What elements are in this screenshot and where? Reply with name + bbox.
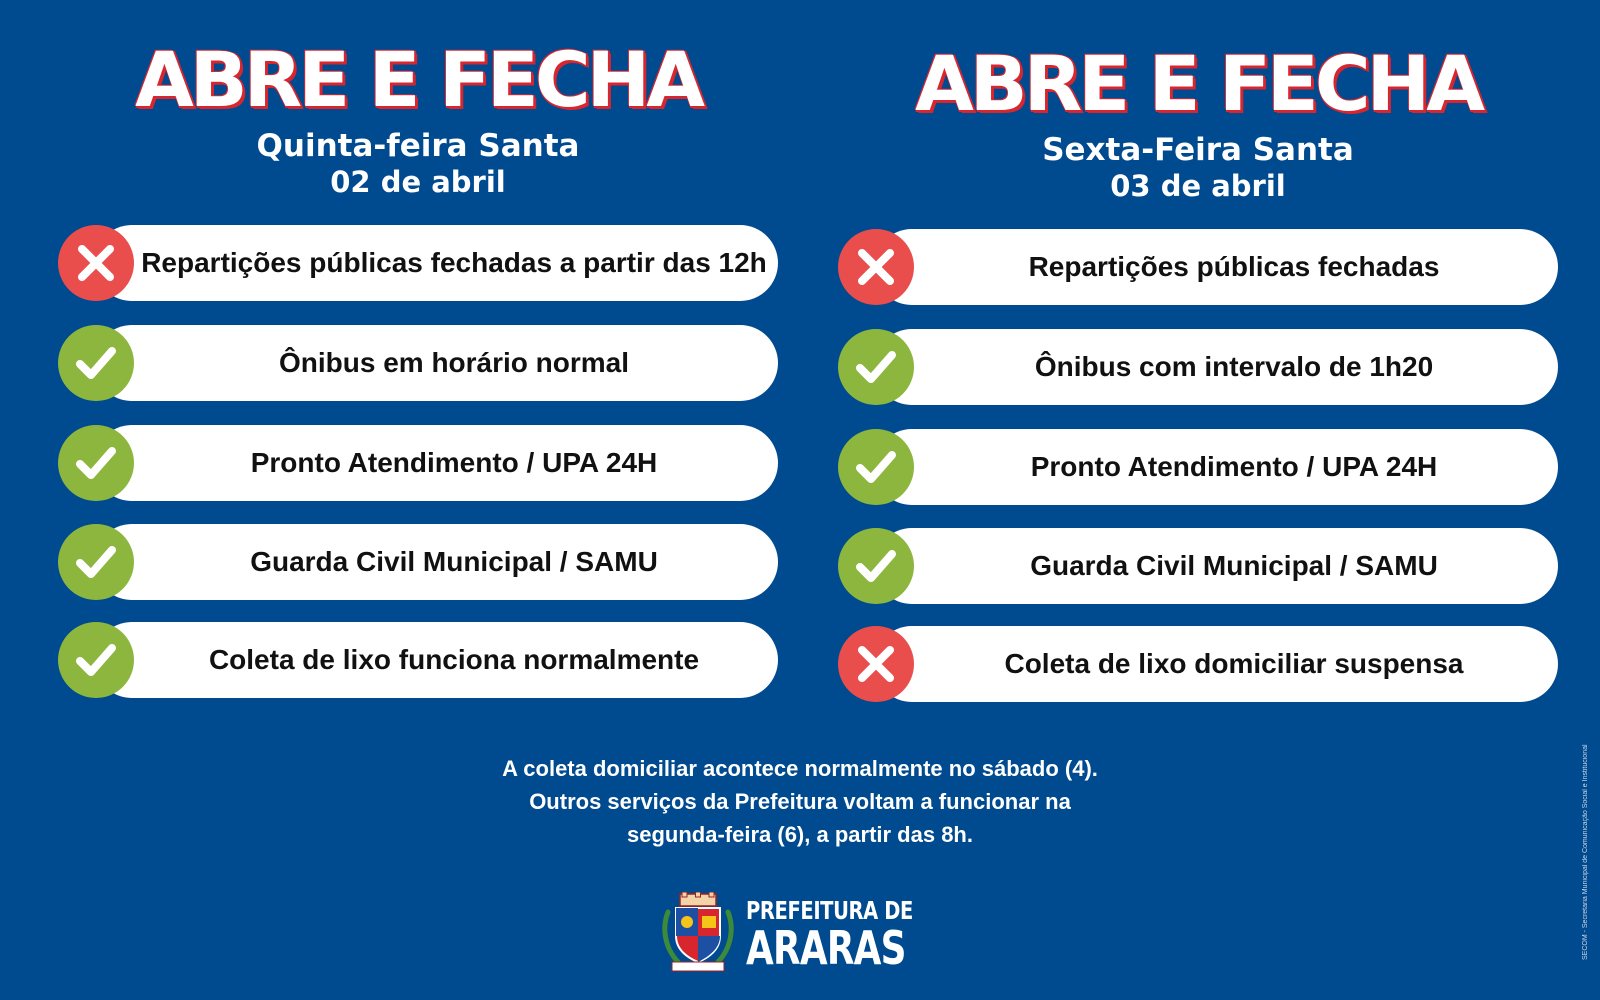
footer-note-line-2: Outros serviços da Prefeitura voltam a funcionar na [529, 789, 1071, 814]
right-item-3-pill [874, 429, 1558, 505]
left-item-5-label: Coleta de lixo funciona normalmente [208, 644, 700, 675]
logo-line-2: ARARAS [746, 921, 906, 975]
check-icon [58, 325, 134, 401]
right-item-4-label: Guarda Civil Municipal / SAMU [1030, 550, 1438, 581]
left-item-3-pill [94, 425, 778, 501]
right-headline: ABRE E FECHA [914, 39, 1482, 128]
right-item-3-label: Pronto Atendimento / UPA 24H [1030, 451, 1438, 482]
footer-note [420, 752, 1180, 851]
left-item-4-pill [94, 524, 778, 600]
check-icon [58, 524, 134, 600]
check-icon [838, 528, 914, 604]
logo-text [746, 896, 960, 975]
city-crest-icon [660, 892, 736, 974]
check-icon [58, 622, 134, 698]
x-icon [838, 229, 914, 305]
right-item-3 [838, 429, 1558, 505]
left-item-2 [58, 325, 778, 401]
footer-note-line-1: A coleta domiciliar acontece normalmente no sábado (4). [502, 756, 1098, 781]
left-item-2-pill [94, 325, 778, 401]
check-icon [58, 425, 134, 501]
prefeitura-logo [660, 892, 920, 974]
left-item-1-label: Repartições públicas fechadas a partir das 12h [141, 247, 767, 278]
right-item-5-pill [874, 626, 1558, 702]
left-item-4-label: Guarda Civil Municipal / SAMU [250, 546, 658, 577]
left-item-4 [58, 524, 778, 600]
left-item-2-label: Ônibus em horário normal [278, 347, 630, 378]
left-item-3 [58, 425, 778, 501]
x-icon [838, 626, 914, 702]
right-item-4-pill [874, 528, 1558, 604]
check-icon [838, 329, 914, 405]
right-date: 03 de abril [1110, 169, 1286, 204]
right-item-2 [838, 329, 1558, 405]
right-item-5-label: Coleta de lixo domiciliar suspensa [1004, 648, 1464, 679]
right-item-1-pill [874, 229, 1558, 305]
x-icon [58, 225, 134, 301]
right-header [838, 39, 1558, 204]
right-item-1 [838, 229, 1558, 305]
footer-note-line-3: segunda-feira (6), a partir das 8h. [627, 822, 973, 847]
right-item-4 [838, 528, 1558, 604]
left-item-5-pill [94, 622, 778, 698]
left-subtitle: Quinta-feira Santa [256, 128, 580, 164]
right-subtitle: Sexta-Feira Santa [1042, 132, 1354, 168]
right-item-5 [838, 626, 1558, 702]
right-item-1-label: Repartições públicas fechadas [1028, 251, 1440, 282]
secom-credit: SECOM - Secretaria Municipal de Comunicação Social e Institucional [1582, 744, 1589, 960]
left-item-5 [58, 622, 778, 698]
left-item-1-pill [94, 225, 778, 301]
left-item-3-label: Pronto Atendimento / UPA 24H [250, 447, 658, 478]
left-item-1 [58, 225, 778, 301]
check-icon [838, 429, 914, 505]
left-date: 02 de abril [330, 165, 506, 200]
logo-line-1: PREFEITURA DE [746, 896, 913, 925]
right-item-2-pill [874, 329, 1558, 405]
left-header [58, 35, 778, 200]
right-item-2-label: Ônibus com intervalo de 1h20 [1034, 351, 1434, 382]
left-headline: ABRE E FECHA [134, 35, 702, 124]
